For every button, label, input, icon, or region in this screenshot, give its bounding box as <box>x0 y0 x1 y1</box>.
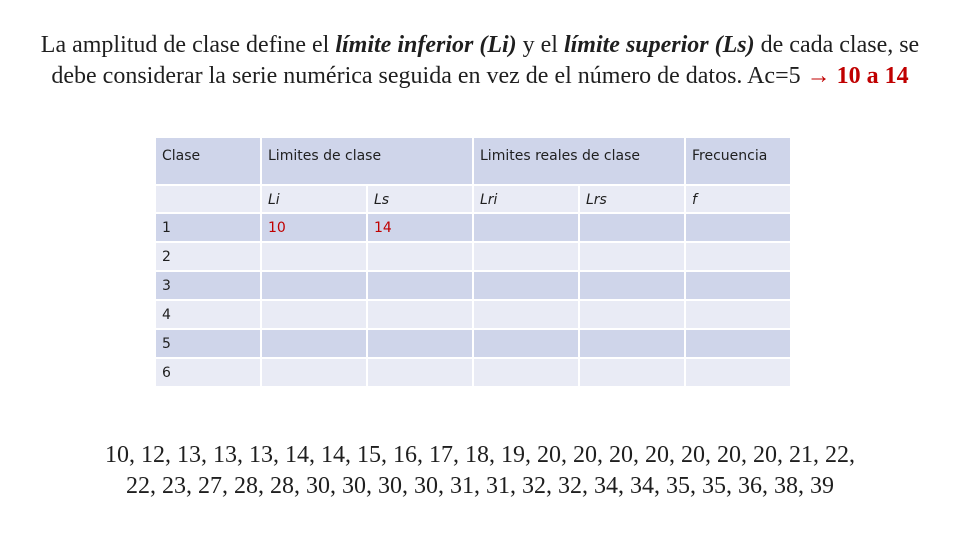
cell-lrs <box>579 329 685 358</box>
cell-ls <box>367 358 473 387</box>
table-row <box>155 242 791 271</box>
cell-ls <box>367 242 473 271</box>
cell-lrs <box>579 213 685 242</box>
cell-ls: 14 <box>367 213 473 242</box>
cell-f <box>685 300 791 329</box>
table-subheader-row <box>155 185 791 213</box>
cell-ls <box>367 271 473 300</box>
class-table <box>154 136 792 388</box>
cell-lrs <box>579 358 685 387</box>
cell-ls <box>367 329 473 358</box>
cell-clase: 1 <box>155 213 261 242</box>
heading-text-1: La amplitud de clase define el <box>40 32 336 58</box>
cell-lri <box>473 242 579 271</box>
table-header-row <box>155 137 791 185</box>
cell-f <box>685 213 791 242</box>
cell-lrs <box>579 271 685 300</box>
cell-lrs <box>579 242 685 271</box>
cell-li <box>261 358 367 387</box>
header-clase: Clase <box>155 137 261 185</box>
cell-li: 10 <box>261 213 367 242</box>
heading-ls-term: límite superior (Ls) <box>563 32 755 58</box>
arrow-icon: → <box>806 63 831 89</box>
cell-lri <box>473 300 579 329</box>
heading-text-3: de cada clase, se debe considerar la serie numérica seguida en vez de el número de datos. Ac=5 <box>51 32 920 89</box>
cell-lri <box>473 329 579 358</box>
subheader-ls: Ls <box>367 185 473 213</box>
data-series <box>40 440 920 502</box>
cell-ls <box>367 300 473 329</box>
header-limites: Limites de clase <box>261 137 473 185</box>
cell-f <box>685 271 791 300</box>
table-row <box>155 271 791 300</box>
subheader-f: f <box>685 185 791 213</box>
subheader-lri: Lri <box>473 185 579 213</box>
cell-li <box>261 329 367 358</box>
cell-clase: 3 <box>155 271 261 300</box>
cell-li <box>261 242 367 271</box>
slide-heading <box>40 30 920 92</box>
data-series-line-2: 22, 23, 27, 28, 28, 30, 30, 30, 30, 31, 31, 32, 32, 34, 34, 35, 35, 36, 38, 39 <box>126 473 834 499</box>
cell-f <box>685 242 791 271</box>
subheader-li: Li <box>261 185 367 213</box>
data-series-line-1: 10, 12, 13, 13, 13, 14, 14, 15, 16, 17, 18, 19, 20, 20, 20, 20, 20, 20, 20, 21, 22, <box>105 442 855 468</box>
heading-text-2: y el <box>516 32 564 58</box>
cell-f <box>685 329 791 358</box>
table-row <box>155 213 791 242</box>
cell-clase: 2 <box>155 242 261 271</box>
cell-li <box>261 300 367 329</box>
cell-lri <box>473 213 579 242</box>
cell-lrs <box>579 300 685 329</box>
heading-range: 10 a 14 <box>830 63 909 89</box>
cell-f <box>685 358 791 387</box>
subheader-lrs: Lrs <box>579 185 685 213</box>
subheader-empty <box>155 185 261 213</box>
heading-li-term: límite inferior (Li) <box>335 32 517 58</box>
table-row <box>155 358 791 387</box>
header-frecuencia: Frecuencia <box>685 137 791 185</box>
header-limites-reales: Limites reales de clase <box>473 137 685 185</box>
cell-clase: 6 <box>155 358 261 387</box>
cell-clase: 4 <box>155 300 261 329</box>
table-row <box>155 329 791 358</box>
cell-clase: 5 <box>155 329 261 358</box>
table-row <box>155 300 791 329</box>
cell-lri <box>473 271 579 300</box>
cell-lri <box>473 358 579 387</box>
cell-li <box>261 271 367 300</box>
